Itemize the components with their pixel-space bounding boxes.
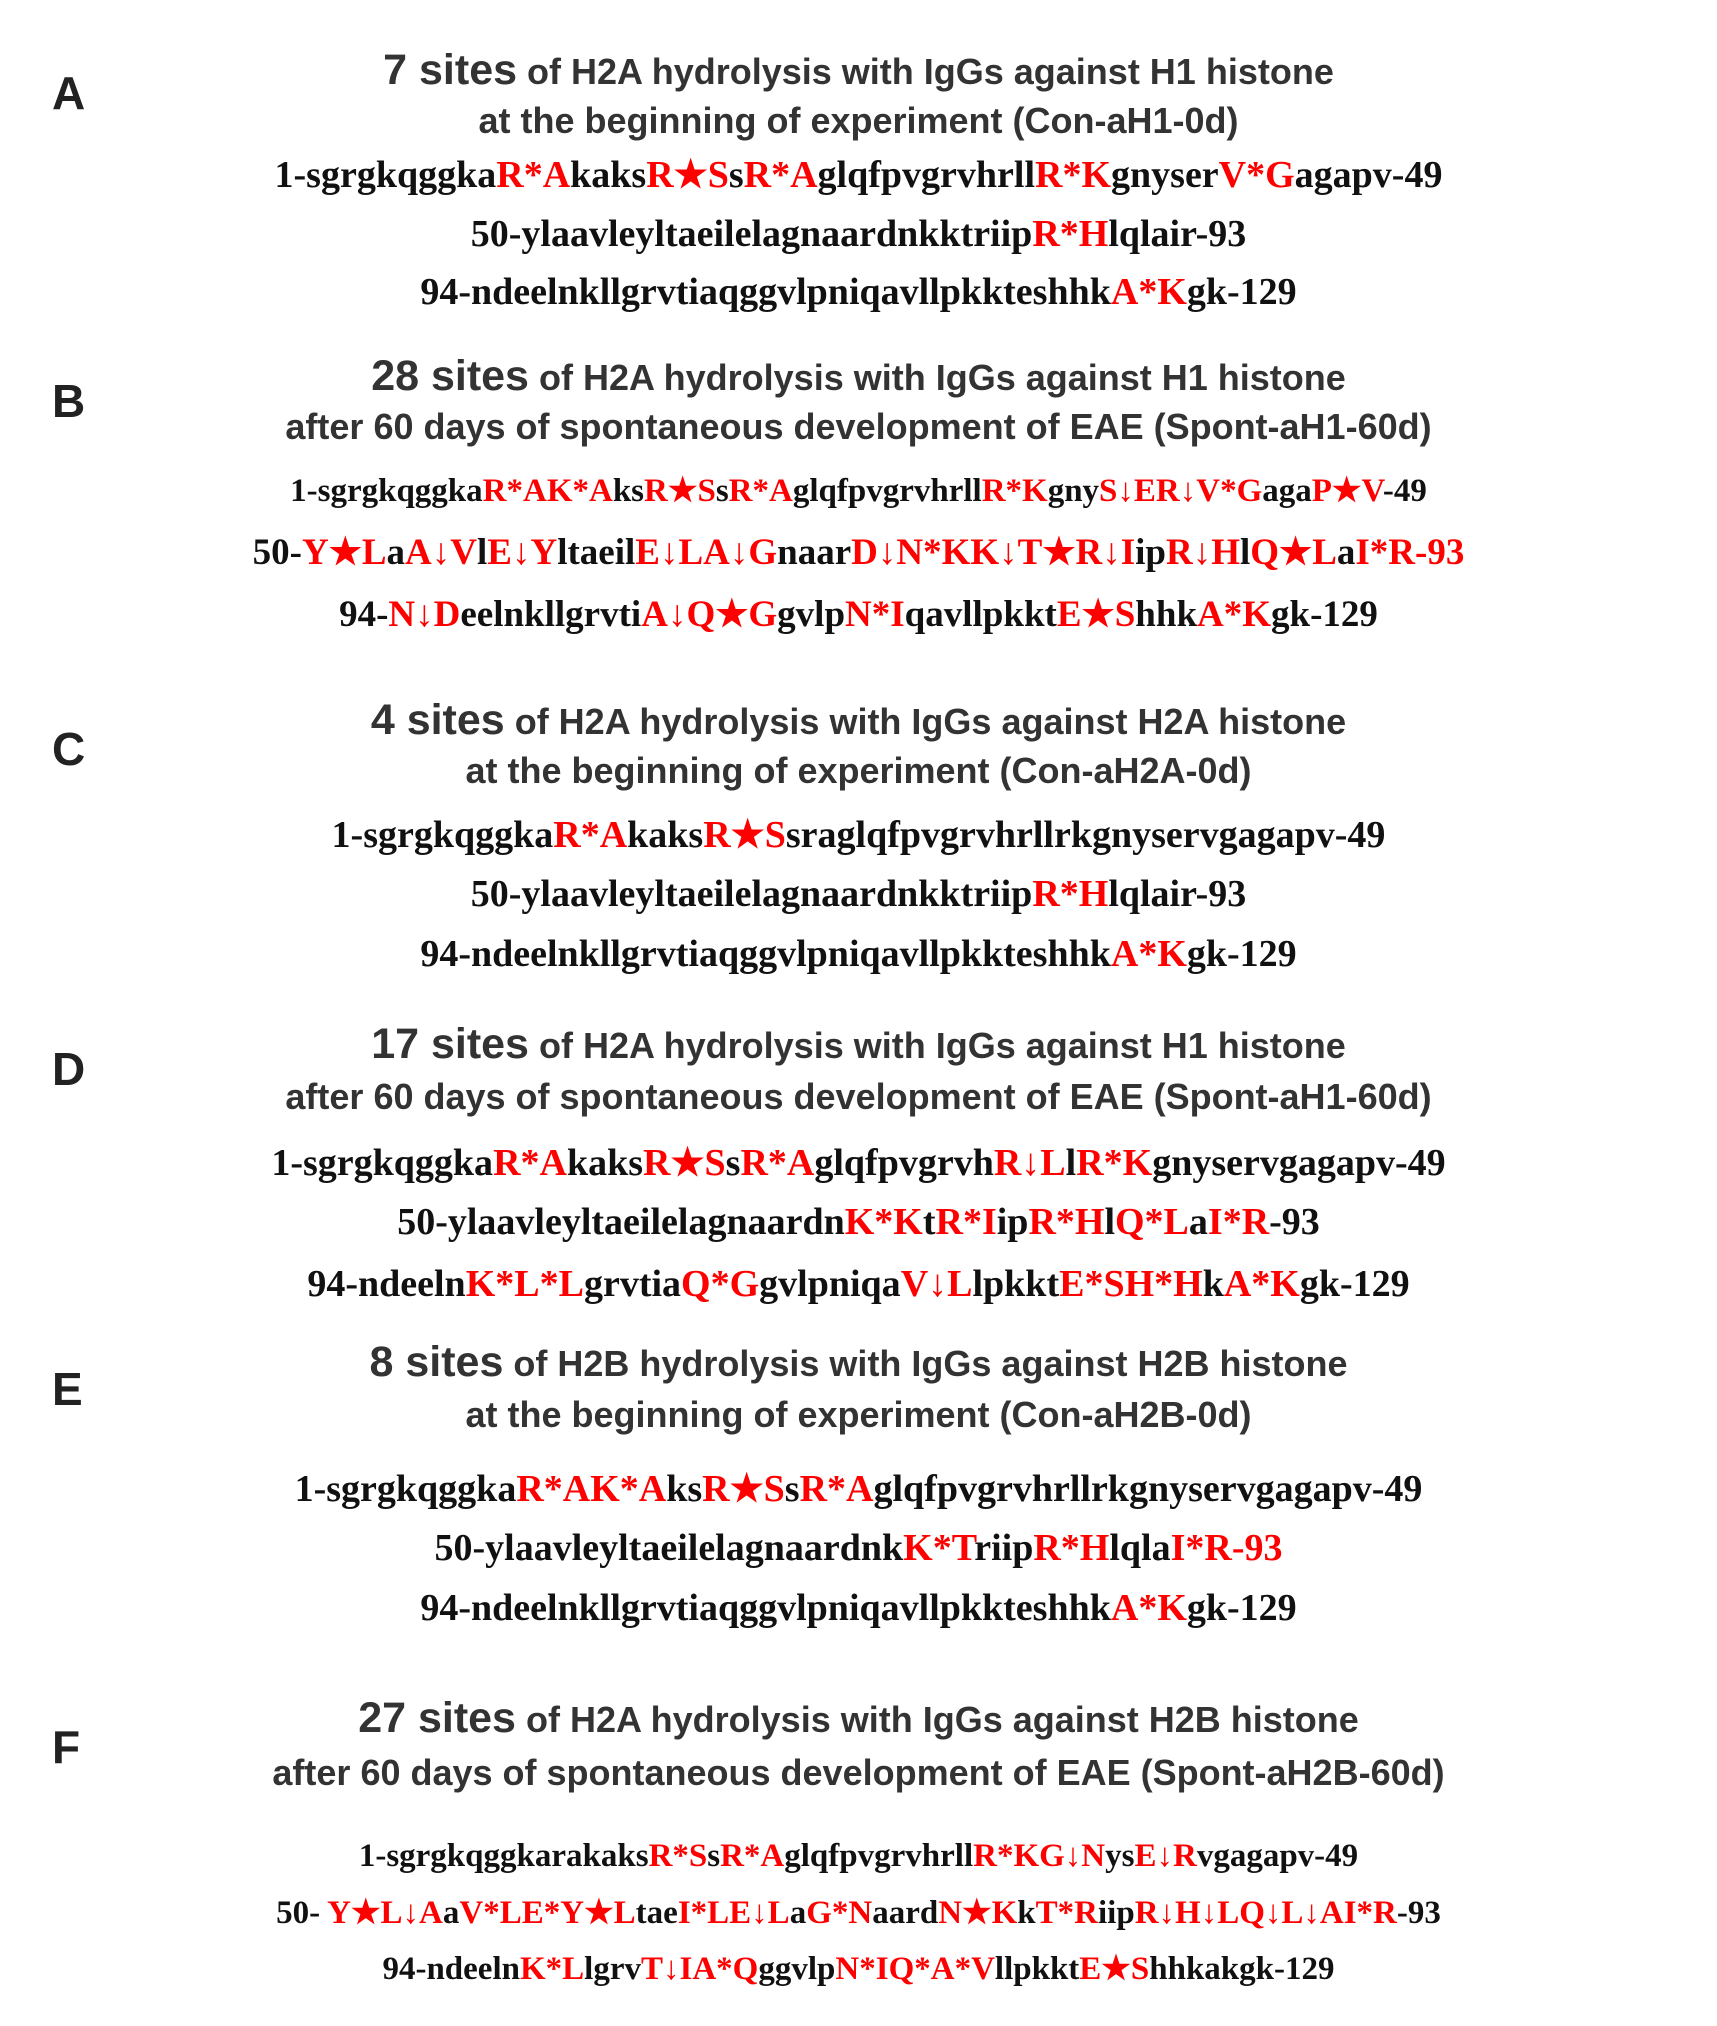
cleavage-site: K*T — [903, 1527, 975, 1569]
cleavage-site: R*K — [1035, 154, 1112, 196]
sequence-row — [0, 1262, 1717, 1306]
sequence-segment: glqfpvgrvh — [814, 1142, 994, 1184]
title-text: of H2A hydrolysis with IgGs against H2A histone — [504, 701, 1347, 742]
sequence-segment: 94- — [339, 594, 389, 635]
sequence-row — [0, 1892, 1717, 1932]
cleavage-site: R↓H↓LQ↓L↓AI*R — [1134, 1895, 1397, 1931]
sequence-segment: aga — [1262, 473, 1312, 509]
sequence-segment: 94-ndeelnkllgrvtiaqggvlpniqavllpkkteshhk — [420, 933, 1111, 975]
sequence-row — [0, 1838, 1717, 1875]
cleavage-site: R↓L — [993, 1142, 1066, 1184]
sequence-segment: ks — [666, 1468, 703, 1510]
sequence-row — [0, 1200, 1717, 1244]
cleavage-site: R*S — [648, 1838, 708, 1874]
sequence-row — [0, 872, 1717, 916]
cleavage-site: K*L — [519, 1951, 585, 1987]
sequence-segment: sraglqfpvgrvhrllrkgnyservgagapv-49 — [785, 814, 1386, 856]
sequence-segment: -49 — [1382, 473, 1427, 509]
sequence-segment: agapv-49 — [1294, 154, 1443, 196]
sequence-segment: 1-sgrgkqggkarakaks — [358, 1838, 649, 1874]
panel-title — [0, 1020, 1717, 1069]
cleavage-site: A*K — [1223, 1263, 1300, 1305]
sequence-segment: 94-ndeelnkllgrvtiaqggvlpniqavllpkkteshhk — [420, 271, 1111, 313]
sequence-row — [0, 1948, 1717, 1988]
sequence-segment: kaks — [566, 1142, 644, 1184]
title-text: of H2A hydrolysis with IgGs against H1 histone — [528, 1025, 1346, 1066]
sequence-segment: hhkakgk-129 — [1149, 1951, 1335, 1987]
cleavage-site: I*R-93 — [1170, 1527, 1283, 1569]
cleavage-site: R*A — [493, 1142, 567, 1184]
cleavage-site: R*AK*A — [482, 473, 613, 509]
sequence-segment: k — [1202, 1263, 1224, 1305]
cleavage-site: K*K — [844, 1201, 923, 1243]
sequence-row — [0, 270, 1717, 314]
sequence-segment: 50-ylaavleyltaeilelagnaardnkktriip — [470, 873, 1033, 915]
sequence-segment: glqfpvgrvhrllrkgnyservgagapv-49 — [873, 1468, 1423, 1510]
sequence-segment: gvlp — [777, 594, 846, 635]
cleavage-site: T*R — [1035, 1895, 1098, 1931]
site-count: 4 sites — [370, 696, 505, 744]
panel-subtitle: after 60 days of spontaneous development of EAE (Spont-aH1-60d) — [285, 1076, 1432, 1117]
cleavage-site: N★K — [938, 1895, 1018, 1931]
panel-letter: E — [52, 1363, 83, 1415]
sequence-segment: s — [728, 154, 744, 196]
sequence-row — [0, 1466, 1717, 1511]
site-count: 8 sites — [369, 1338, 504, 1386]
sequence-segment: -93 — [1396, 1895, 1441, 1931]
sequence-segment: riip — [974, 1527, 1034, 1569]
sequence-segment: ys — [1105, 1838, 1135, 1874]
cleavage-site: K*L*L — [465, 1263, 584, 1305]
cleavage-site: P★V — [1311, 473, 1383, 509]
cleavage-site: A*K — [1197, 594, 1272, 635]
sequence-segment: 50-ylaavleyltaeilelagnaardn — [397, 1201, 845, 1243]
sequence-row — [0, 592, 1717, 636]
sequence-segment: ggvlp — [758, 1951, 836, 1987]
cleavage-site: R★S — [644, 473, 716, 509]
cleavage-site: D↓N*KK↓T★R↓I — [851, 532, 1136, 573]
sequence-segment: -93 — [1269, 1201, 1320, 1243]
sequence-segment: 50-ylaavleyltaeilelagnaardnk — [434, 1527, 904, 1569]
panel-title — [0, 352, 1717, 401]
cleavage-site: R★S — [702, 1468, 785, 1510]
cleavage-site: S↓ER↓V*G — [1099, 473, 1263, 509]
cleavage-site: N*I — [845, 594, 905, 635]
sequence-row — [0, 812, 1717, 857]
panel-subtitle: after 60 days of spontaneous development of EAE (Spont-aH1-60d) — [285, 406, 1432, 447]
sequence-segment: gk-129 — [1299, 1263, 1410, 1305]
sequence-segment: 50- — [276, 1895, 328, 1931]
sequence-segment: eelnkllgrvti — [460, 594, 642, 635]
sequence-segment: 1-sgrgkqggka — [331, 814, 554, 856]
sequence-segment: 1-sgrgkqggka — [290, 473, 483, 509]
cleavage-site: R★S — [643, 1142, 726, 1184]
site-count: 28 sites — [371, 352, 529, 400]
cleavage-site: R*A — [496, 154, 571, 196]
panel-letter: F — [52, 1721, 81, 1773]
sequence-segment: ks — [612, 473, 645, 509]
panel-title — [0, 1694, 1717, 1743]
cleavage-site: A↓Q★G — [641, 594, 778, 635]
sequence-row — [0, 1526, 1717, 1570]
panel-title — [0, 696, 1717, 745]
sequence-segment: lqlair-93 — [1108, 213, 1247, 255]
sequence-segment: gk-129 — [1271, 594, 1378, 635]
sequence-segment: gnyservgagapv-49 — [1152, 1142, 1446, 1184]
cleavage-site: R*A — [720, 1838, 785, 1874]
cleavage-site: R↓H — [1165, 532, 1240, 573]
cleavage-site: A*K — [1110, 1587, 1187, 1629]
sequence-segment: s — [725, 1142, 741, 1184]
cleavage-site: R★S — [646, 154, 729, 196]
cleavage-site: R*K — [981, 473, 1048, 509]
cleavage-site: Q*L — [1115, 1201, 1189, 1243]
sequence-segment: hhk — [1135, 594, 1198, 635]
cleavage-site: R*A — [743, 154, 818, 196]
sequence-segment: lgrv — [584, 1951, 641, 1987]
cleavage-site: V*LE*Y★L — [459, 1895, 636, 1931]
sequence-segment: gk-129 — [1186, 933, 1297, 975]
sequence-segment: kaks — [570, 154, 647, 196]
cleavage-site: R*A — [740, 1142, 815, 1184]
sequence-segment: l — [1065, 1142, 1077, 1184]
cleavage-site: T↓IA*Q — [641, 1951, 759, 1987]
panel-subtitle: after 60 days of spontaneous development of EAE (Spont-aH2B-60d) — [272, 1752, 1445, 1793]
cleavage-site: Q*G — [681, 1263, 760, 1305]
sequence-segment: kaks — [627, 814, 704, 856]
title-text: of H2A hydrolysis with IgGs against H2B histone — [515, 1699, 1359, 1740]
cleavage-site: E↓R — [1134, 1838, 1197, 1874]
sequence-segment: gvlpniqa — [759, 1263, 901, 1305]
cleavage-site: R*I — [935, 1201, 997, 1243]
panel-letter: D — [52, 1043, 86, 1095]
cleavage-site: R*K — [1076, 1142, 1153, 1184]
cleavage-site: E★S — [1056, 594, 1136, 635]
cleavage-site: E↓LA↓G — [635, 532, 778, 573]
title-text: of H2B hydrolysis with IgGs against H2B histone — [503, 1343, 1348, 1384]
sequence-segment: a — [789, 1895, 807, 1931]
sequence-segment: naar — [777, 532, 852, 573]
sequence-row — [0, 1586, 1717, 1630]
sequence-segment: s — [707, 1838, 721, 1874]
panel-letter: A — [52, 67, 86, 119]
sequence-segment: l — [477, 532, 488, 573]
cleavage-site: R*H — [1033, 1527, 1110, 1569]
site-count: 27 sites — [358, 1694, 516, 1742]
sequence-row — [0, 932, 1717, 976]
cleavage-site: N↓D — [388, 594, 461, 635]
sequence-segment: l — [1104, 1201, 1115, 1243]
sequence-segment: k — [1017, 1895, 1036, 1931]
sequence-segment: s — [715, 473, 729, 509]
sequence-segment: lqlair-93 — [1108, 873, 1247, 915]
sequence-segment: a — [386, 532, 406, 573]
cleavage-site: R*AK*A — [516, 1468, 667, 1510]
sequence-segment: lpkkt — [972, 1263, 1060, 1305]
sequence-segment: 1-sgrgkqggka — [294, 1468, 517, 1510]
sequence-segment: 1-sgrgkqggka — [271, 1142, 494, 1184]
sequence-segment: t — [922, 1201, 936, 1243]
cleavage-site: R*H — [1032, 213, 1109, 255]
sequence-row — [0, 470, 1717, 510]
sequence-segment: a — [442, 1895, 460, 1931]
sequence-segment: ip — [1135, 532, 1166, 573]
panel-letter: C — [52, 723, 86, 775]
sequence-row — [0, 1140, 1717, 1185]
cleavage-site: I*R-93 — [1355, 532, 1465, 573]
cleavage-site: R*KG↓N — [973, 1838, 1106, 1874]
sequence-segment: s — [784, 1468, 800, 1510]
cleavage-site: A*K — [1110, 933, 1187, 975]
sequence-segment: glqfpvgrvhrll — [817, 154, 1036, 196]
cleavage-site: E↓Y — [487, 532, 558, 573]
cleavage-site: V*G — [1218, 154, 1295, 196]
cleavage-site: I*R — [1207, 1201, 1270, 1243]
sequence-segment: gnyser — [1111, 154, 1219, 196]
cleavage-site: Q★L — [1250, 532, 1337, 573]
sequence-segment: 94-ndeeln — [382, 1951, 520, 1987]
title-text: of H2A hydrolysis with IgGs against H1 histone — [517, 51, 1334, 92]
sequence-segment: a — [1188, 1201, 1208, 1243]
cleavage-site: A*K — [1110, 271, 1187, 313]
panel-subtitle: at the beginning of experiment (Con-aH1-0d) — [478, 100, 1239, 141]
cleavage-site: R*H — [1032, 873, 1109, 915]
sequence-segment: 1-sgrgkqggka — [274, 154, 497, 196]
sequence-segment: ip — [996, 1201, 1029, 1243]
sequence-segment: ltaeil — [557, 532, 636, 573]
cleavage-site: Y★L↓A — [327, 1895, 443, 1931]
sequence-segment: iip — [1097, 1895, 1135, 1931]
cleavage-site: E*SH*H — [1059, 1263, 1203, 1305]
panel-letter: B — [52, 375, 86, 427]
sequence-row — [0, 530, 1717, 574]
sequence-segment: aard — [872, 1895, 939, 1931]
sequence-segment: 50- — [252, 532, 302, 573]
sequence-segment: llpkkt — [994, 1951, 1080, 1987]
panel-subtitle: at the beginning of experiment (Con-aH2A-0d) — [465, 750, 1252, 791]
sequence-segment: 94-ndeeln — [307, 1263, 466, 1305]
sequence-segment: lqla — [1109, 1527, 1171, 1569]
sequence-segment: gny — [1047, 473, 1100, 509]
panel-subtitle: at the beginning of experiment (Con-aH2B-0d) — [465, 1394, 1252, 1435]
sequence-segment: 50-ylaavleyltaeilelagnaardnkktriip — [470, 213, 1033, 255]
title-text: of H2A hydrolysis with IgGs against H1 histone — [528, 357, 1346, 398]
cleavage-site: N*IQ*A*V — [835, 1951, 995, 1987]
cleavage-site: A↓V — [405, 532, 477, 573]
cleavage-site: I*LE↓L — [677, 1895, 790, 1931]
cleavage-site: V↓L — [900, 1263, 973, 1305]
sequence-segment: grvtia — [583, 1263, 682, 1305]
sequence-segment: tae — [635, 1895, 678, 1931]
panel-title — [0, 46, 1717, 95]
panel-title — [0, 1338, 1717, 1387]
cleavage-site: R*A — [553, 814, 628, 856]
sequence-segment: glqfpvgrvhrll — [784, 1838, 974, 1874]
sequence-row — [0, 152, 1717, 197]
sequence-segment: glqfpvgrvhrll — [792, 473, 982, 509]
site-count: 7 sites — [383, 46, 518, 94]
sequence-segment: qavllpkkt — [904, 594, 1057, 635]
cleavage-site: R*A — [728, 473, 793, 509]
sequence-segment: gk-129 — [1186, 271, 1297, 313]
sequence-segment: gk-129 — [1186, 1587, 1297, 1629]
cleavage-site: G*N — [806, 1895, 873, 1931]
site-count: 17 sites — [371, 1020, 529, 1068]
sequence-row — [0, 212, 1717, 256]
sequence-segment: a — [1336, 532, 1356, 573]
cleavage-site: E★S — [1079, 1951, 1150, 1987]
sequence-segment: l — [1239, 532, 1251, 573]
cleavage-site: Y★L — [301, 532, 387, 573]
cleavage-site: R*H — [1028, 1201, 1105, 1243]
cleavage-site: R*A — [799, 1468, 874, 1510]
sequence-segment: vgagapv-49 — [1196, 1838, 1359, 1874]
cleavage-site: R★S — [703, 814, 786, 856]
sequence-segment: 94-ndeelnkllgrvtiaqggvlpniqavllpkkteshhk — [420, 1587, 1111, 1629]
